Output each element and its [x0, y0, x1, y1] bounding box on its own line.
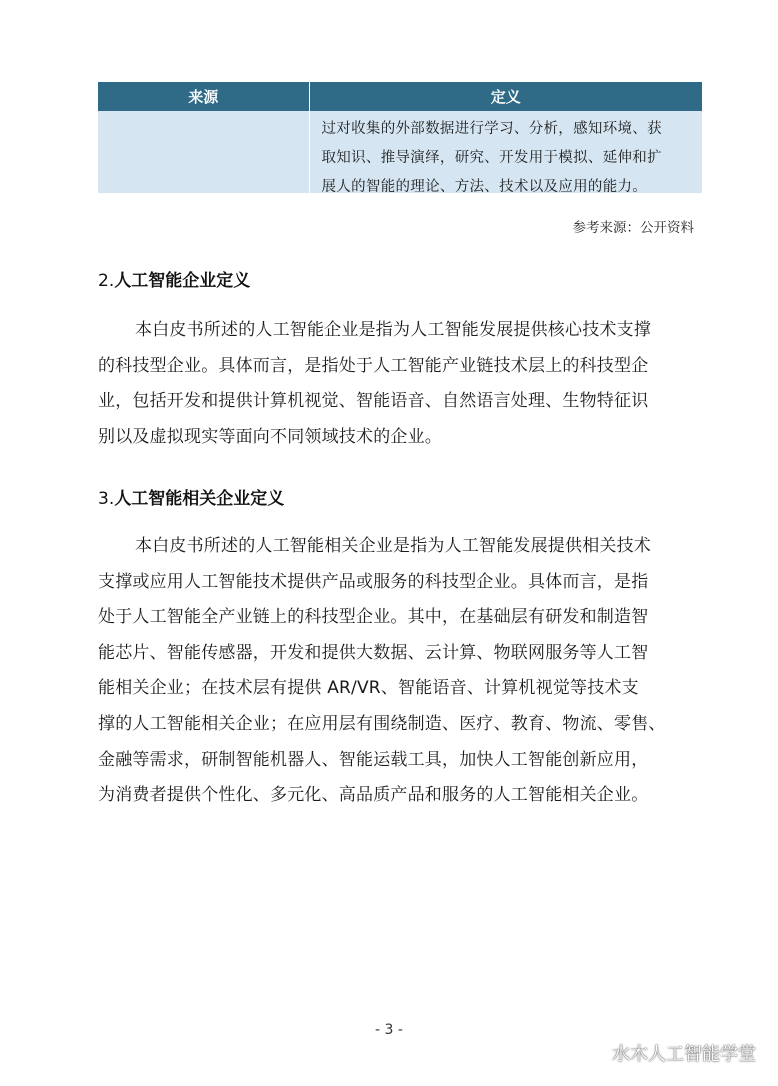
paragraph-line: 处于人工智能全产业链上的科技型企业。其中，在基础层有研发和制造智 — [98, 607, 649, 628]
section-3-heading — [98, 484, 284, 509]
paragraph-line: 能芯片、智能传感器，开发和提供大数据、云计算、物联网服务等人工智 — [98, 642, 649, 663]
source-note: 参考来源：公开资料 — [572, 220, 694, 236]
definition-table — [98, 82, 702, 193]
paragraph-line: 金融等需求，研制智能机器人、智能运载工具，加快人工智能创新应用， — [98, 749, 649, 770]
paragraph-line: 为消费者提供个性化、多元化、高品质产品和服务的人工智能相关企业。 — [98, 785, 649, 806]
section-2-title: 人工智能企业定义 — [114, 271, 251, 291]
paragraph-line: 能相关企业；在技术层有提供 AR/VR、智能语音、计算机视觉等技术支 — [98, 678, 639, 699]
wechat-icon — [580, 1042, 606, 1064]
table-header-row — [98, 82, 702, 111]
table-header-definition: 定义 — [309, 82, 702, 111]
paragraph-line: 支撑或应用人工智能技术提供产品或服务的科技型企业。具体而言，是指 — [98, 571, 649, 592]
section-2-heading — [98, 266, 250, 291]
table-cell-source — [98, 111, 309, 193]
definition-line: 展人的智能的理论、方法、技术以及应用的能力。 — [321, 179, 648, 195]
paragraph-line: 本白皮书所述的人工智能相关企业是指为人工智能发展提供相关技术 — [135, 536, 651, 556]
paragraph-line: 撑的人工智能相关企业；在应用层有围绕制造、医疗、教育、物流、零售、 — [98, 713, 666, 734]
definition-line: 过对收集的外部数据进行学习、分析，感知环境、获 — [321, 121, 662, 137]
section-3-paragraph — [98, 529, 702, 814]
section-2-number: 2. — [98, 271, 115, 291]
section-3-title: 人工智能相关企业定义 — [114, 489, 285, 509]
paragraph-line: 业，包括开发和提供计算机视觉、智能语音、自然语言处理、生物特征识 — [98, 391, 649, 412]
definition-line: 取知识、推导演绎，研究、开发用于模拟、延伸和扩 — [321, 150, 662, 166]
page-number: - 3 - — [375, 1022, 403, 1038]
paragraph-line: 本白皮书所述的人工智能企业是指为人工智能发展提供核心技术支撑 — [135, 320, 651, 340]
watermark — [580, 1040, 756, 1066]
table-row — [98, 111, 702, 193]
paragraph-line: 别以及虚拟现实等面向不同领域技术的企业。 — [98, 426, 442, 447]
watermark-text: 水木人工智能学堂 — [612, 1044, 756, 1065]
table-header-source: 来源 — [98, 82, 309, 111]
section-2-paragraph — [98, 313, 702, 455]
paragraph-line: 的科技型企业。具体而言，是指处于人工智能产业链技术层上的科技型企 — [98, 355, 649, 376]
section-3-number: 3. — [98, 489, 115, 509]
table-cell-definition — [309, 111, 702, 193]
